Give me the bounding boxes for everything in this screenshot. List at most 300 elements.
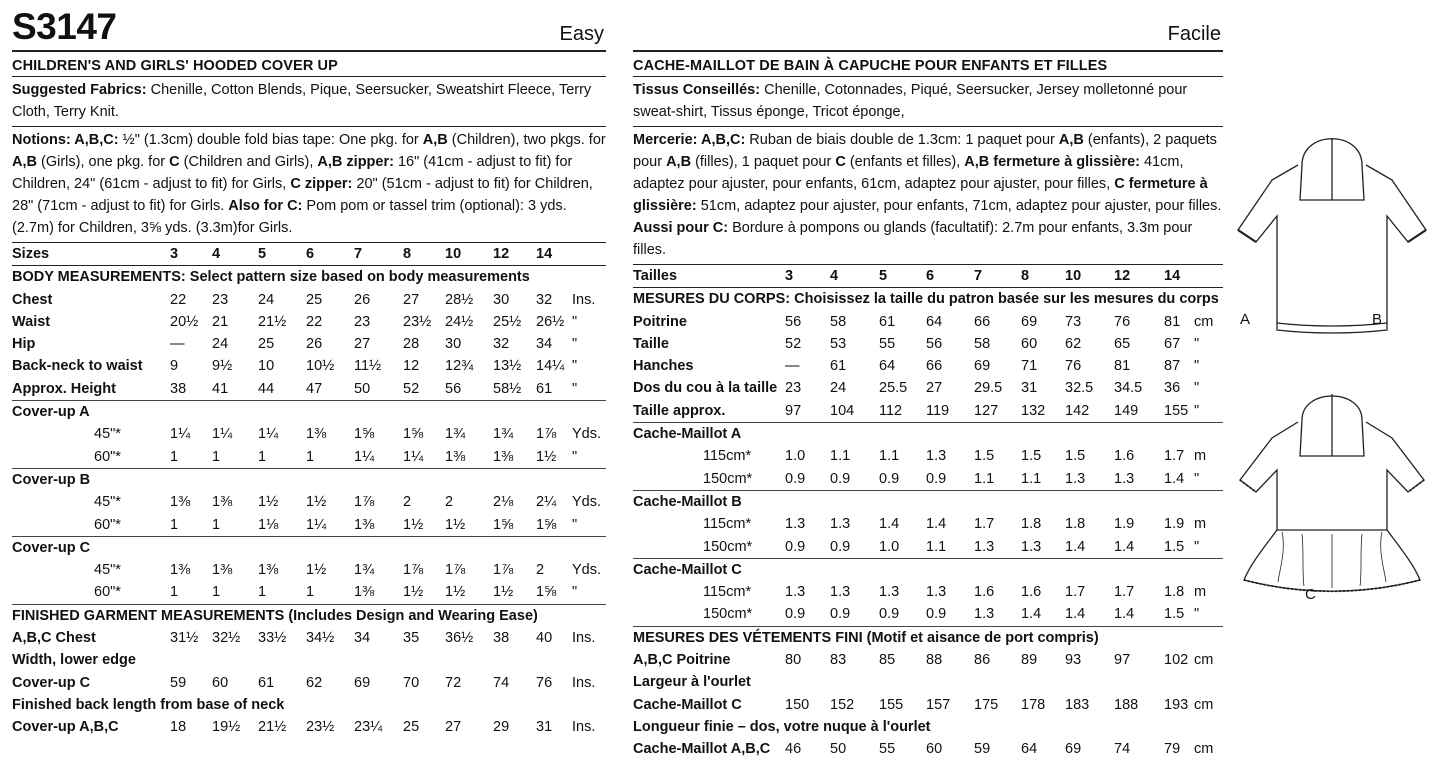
cell-value: 1.3 <box>926 448 947 465</box>
cell-value: 23¼ <box>354 719 383 736</box>
cell-value: 112 <box>879 402 903 419</box>
cell-value: 1⅞ <box>403 562 424 579</box>
cell-value: — <box>170 336 185 353</box>
cell-value: 52 <box>785 335 802 352</box>
body-row-label: Taille approx. <box>633 402 726 419</box>
view-label: Cache-Maillot B <box>633 493 742 510</box>
cell-value: 25.5 <box>879 380 908 397</box>
cell-value: 102 <box>1164 652 1189 669</box>
difficulty-level-fr: Facile <box>1167 23 1221 45</box>
body-row-label: Waist <box>12 313 51 330</box>
table-row <box>12 446 606 468</box>
body-row-label: Back-neck to waist <box>12 358 143 375</box>
cell-value: 69 <box>354 674 371 691</box>
cell-value: 1 <box>170 448 179 465</box>
size-header: 7 <box>354 246 363 262</box>
unit: " <box>572 448 578 465</box>
cell-value: 1¼ <box>354 448 375 465</box>
cell-value: 1⅝ <box>493 516 514 533</box>
table-row <box>633 491 1223 513</box>
cell-value: 23 <box>212 291 229 308</box>
cell-value: 26½ <box>536 313 565 330</box>
cell-value: 1½ <box>306 494 327 511</box>
cell-value: 60 <box>926 741 943 758</box>
cell-value: 104 <box>830 402 855 419</box>
cell-value: 30 <box>445 336 462 353</box>
cell-value: 47 <box>306 380 323 397</box>
table-row <box>633 559 1223 581</box>
cell-value: 83 <box>830 652 847 669</box>
finished-row-label: Cache-Maillot A,B,C <box>633 741 771 758</box>
cell-value: 70 <box>403 674 420 691</box>
cell-value: 73 <box>1065 313 1082 330</box>
cell-value: 61 <box>830 358 847 375</box>
cell-value: 1¾ <box>493 426 514 443</box>
cell-value: 1.7 <box>1065 584 1086 601</box>
cell-value: 50 <box>830 741 847 758</box>
cell-value: 1.8 <box>1021 516 1042 533</box>
table-row <box>633 265 1223 287</box>
view-label: Cover-up C <box>12 539 91 556</box>
cell-value: 1.1 <box>926 538 947 555</box>
unit: " <box>1194 538 1200 555</box>
size-header: 5 <box>258 246 267 262</box>
cell-value: 56 <box>785 313 802 330</box>
body-row-label: Hanches <box>633 358 694 375</box>
table-row <box>633 581 1223 603</box>
cell-value: 1½ <box>258 494 279 511</box>
cell-value: 85 <box>879 652 896 669</box>
body-row-label: Dos du cou à la taille <box>633 380 778 397</box>
size-header: 3 <box>785 268 794 284</box>
table-row <box>12 537 606 559</box>
cell-value: 33½ <box>258 630 287 647</box>
unit: Ins. <box>572 719 596 736</box>
unit: " <box>1194 606 1200 623</box>
cell-value: 155 <box>1164 402 1189 419</box>
cell-value: 1½ <box>445 516 466 533</box>
cell-value: 1½ <box>306 562 327 579</box>
cell-value: 1⅞ <box>493 562 514 579</box>
cell-value: 58 <box>830 313 847 330</box>
size-header: 3 <box>170 246 179 262</box>
cell-value: 2 <box>536 562 545 579</box>
cell-value: 56 <box>445 380 462 397</box>
cell-value: 66 <box>974 313 991 330</box>
cell-value: 1 <box>212 448 221 465</box>
cell-value: 79 <box>1164 741 1181 758</box>
difficulty-level: Easy <box>559 23 604 45</box>
cell-value: 23½ <box>306 719 335 736</box>
cell-value: 56 <box>926 335 943 352</box>
cell-value: 18 <box>170 719 187 736</box>
cell-value: 152 <box>830 696 855 713</box>
cell-value: 1¼ <box>170 426 191 443</box>
fabric-width: 45"* <box>94 494 121 511</box>
cell-value: 2 <box>445 494 454 511</box>
table-row <box>12 627 606 649</box>
cell-value: 1 <box>170 584 179 601</box>
cell-value: 74 <box>493 674 510 691</box>
cell-value: 86 <box>974 652 991 669</box>
cell-value: 1⅞ <box>354 494 375 511</box>
cell-value: 1½ <box>445 584 466 601</box>
finished-title: FINISHED GARMENT MEASUREMENTS (Includes Design and Wearing Ease) <box>12 607 538 624</box>
cell-value: 80 <box>785 652 802 669</box>
size-header: 10 <box>1065 268 1082 284</box>
cell-value: 55 <box>879 335 896 352</box>
unit: Ins. <box>572 630 596 647</box>
cell-value: 1.5 <box>1164 538 1185 555</box>
fabric-width: 60"* <box>94 584 121 601</box>
table-row <box>633 445 1223 467</box>
cell-value: 1.9 <box>1114 516 1135 533</box>
cell-value: 61 <box>258 674 275 691</box>
cell-value: 61 <box>879 313 896 330</box>
cell-value: 65 <box>1114 335 1131 352</box>
cell-value: 88 <box>926 652 943 669</box>
cell-value: 1.3 <box>785 584 806 601</box>
cell-value: 1⅜ <box>354 584 375 601</box>
table-row <box>12 311 606 333</box>
notions-fr: Mercerie: A,B,C: Ruban de biais double de 1.3cm: 1 paquet pour A,B (enfants), 2 paquets pour A,B (filles), 1 paquet pour C (enfants et filles), A,B fermeture à glissière: 41cm, adaptez pour ajuster, pour enfants, 61cm, adaptez pour ajuster, pour filles, C fermeture à glissière: 51cm, adaptez pour ajuster, pour enfants, 71cm, adaptez pour ajuster, pour filles. Aussi pour C: Bordure à pompons ou glands (facultatif): 2.7m pour enfants, 3.3m pour filles. <box>633 132 1222 258</box>
cell-value: 142 <box>1065 402 1090 419</box>
table-row <box>12 605 606 627</box>
cell-value: 31½ <box>170 630 199 647</box>
fabric-width: 150cm* <box>703 470 753 487</box>
cell-value: 1.7 <box>1164 448 1185 465</box>
sizes-label: Sizes <box>12 246 50 262</box>
fabric-width: 60"* <box>94 516 121 533</box>
cell-value: 0.9 <box>926 606 947 623</box>
fabric-width: 60"* <box>94 448 121 465</box>
table-row <box>12 581 606 603</box>
cell-value: 1.8 <box>1065 516 1086 533</box>
unit: Ins. <box>572 291 596 308</box>
table-row <box>633 536 1223 558</box>
header-fr <box>633 0 1223 50</box>
unit: " <box>572 336 578 353</box>
body-measurements-title: MESURES DU CORPS: Choisissez la taille du patron basée sur les mesures du corps <box>633 291 1219 308</box>
table-row <box>633 694 1223 716</box>
finished-row-label: Cover-up A,B,C <box>12 719 119 736</box>
cell-value: 1⅜ <box>445 448 466 465</box>
cell-value: 1 <box>212 584 221 601</box>
cell-value: — <box>785 358 800 375</box>
cell-value: 1⅜ <box>212 562 233 579</box>
cell-value: 1.3 <box>830 584 851 601</box>
cell-value: 74 <box>1114 741 1131 758</box>
cell-value: 1⅞ <box>536 426 557 443</box>
cell-value: 12 <box>403 358 420 375</box>
unit: Ins. <box>572 674 596 691</box>
fabric-width: 115cm* <box>703 516 752 533</box>
suggested-fabrics <box>12 77 606 126</box>
cell-value: 32½ <box>212 630 241 647</box>
view-label: Cache-Maillot A <box>633 426 742 443</box>
english-column <box>12 0 606 739</box>
size-header: 6 <box>306 246 315 262</box>
cell-value: 1.3 <box>926 584 947 601</box>
cell-value: 10½ <box>306 358 335 375</box>
cell-value: 89 <box>1021 652 1038 669</box>
unit: m <box>1194 584 1207 601</box>
measurement-table <box>12 243 606 739</box>
unit: cm <box>1194 652 1214 669</box>
table-row <box>633 311 1223 333</box>
cell-value: 1.3 <box>1021 538 1042 555</box>
cell-value: 50 <box>354 380 371 397</box>
size-header: 6 <box>926 268 935 284</box>
cell-value: 9 <box>170 358 179 375</box>
cell-value: 27 <box>354 336 371 353</box>
cell-value: 1.4 <box>1164 470 1185 487</box>
cell-value: 183 <box>1065 696 1090 713</box>
cell-value: 1¾ <box>354 562 375 579</box>
cell-value: 36½ <box>445 630 474 647</box>
size-header: 7 <box>974 268 983 284</box>
cell-value: 69 <box>1021 313 1038 330</box>
size-header: 14 <box>536 246 553 262</box>
unit: " <box>572 380 578 397</box>
cell-value: 0.9 <box>830 606 851 623</box>
cell-value: 52 <box>403 380 420 397</box>
cell-value: 1⅜ <box>170 494 191 511</box>
cell-value: 1⅜ <box>306 426 327 443</box>
cell-value: 1⅛ <box>258 516 279 533</box>
finished-row-label: A,B,C Poitrine <box>633 652 731 669</box>
table-row <box>633 716 1223 738</box>
unit: cm <box>1194 696 1214 713</box>
unit: cm <box>1194 741 1214 758</box>
cell-value: 26 <box>306 336 323 353</box>
cell-value: 1 <box>170 516 179 533</box>
cell-value: 1⅜ <box>170 562 191 579</box>
cell-value: 1 <box>212 516 221 533</box>
view-label-c: C <box>1305 586 1316 603</box>
table-row <box>12 423 606 445</box>
table-row <box>633 400 1223 422</box>
cell-value: 69 <box>1065 741 1082 758</box>
cell-value: 32 <box>536 291 553 308</box>
cell-value: 59 <box>170 674 187 691</box>
cell-value: 1½ <box>493 584 514 601</box>
cell-value: 1.1 <box>879 448 900 465</box>
finished-row-label: Width, lower edge <box>12 652 136 669</box>
size-header: 5 <box>879 268 888 284</box>
cell-value: 97 <box>1114 652 1131 669</box>
cell-value: 0.9 <box>830 470 851 487</box>
cell-value: 24 <box>258 291 275 308</box>
body-row-label: Approx. Height <box>12 380 116 397</box>
body-row-label: Chest <box>12 291 53 308</box>
pattern-title-fr: CACHE-MAILLOT DE BAIN À CAPUCHE POUR ENFANTS ET FILLES <box>633 58 1108 74</box>
sizes-label: Tailles <box>633 268 678 284</box>
cell-value: 20½ <box>170 313 199 330</box>
size-header: 4 <box>212 246 221 262</box>
cell-value: 35 <box>403 630 420 647</box>
table-row <box>12 266 606 288</box>
view-label-a: A <box>1240 311 1251 328</box>
cell-value: 132 <box>1021 402 1046 419</box>
unit: " <box>1194 402 1200 419</box>
fabrics-label: Suggested Fabrics: <box>12 82 147 98</box>
fabric-width: 115cm* <box>703 584 752 601</box>
cell-value: 0.9 <box>830 538 851 555</box>
cell-value: 1.7 <box>1114 584 1135 601</box>
unit: " <box>1194 358 1200 375</box>
unit: " <box>572 516 578 533</box>
cell-value: 12¾ <box>445 358 474 375</box>
cell-value: 34 <box>354 630 371 647</box>
cell-value: 71 <box>1021 358 1038 375</box>
body-row-label: Poitrine <box>633 313 687 330</box>
table-row <box>12 289 606 311</box>
cell-value: 1 <box>258 584 267 601</box>
unit: " <box>572 313 578 330</box>
cell-value: 21½ <box>258 313 287 330</box>
cell-value: 44 <box>258 380 275 397</box>
cell-value: 64 <box>879 358 896 375</box>
table-row <box>12 559 606 581</box>
fabrics-text-fr: Chenille, Cotonnades, Piqué, Seersucker, Jersey molletonné pour sweat-shirt, Tissus éponge, Tricot éponge, <box>633 82 1188 120</box>
cell-value: 60 <box>212 674 229 691</box>
cell-value: 1⅜ <box>354 516 375 533</box>
cell-value: 1.3 <box>974 538 995 555</box>
cell-value: 72 <box>445 674 462 691</box>
cell-value: 1⅜ <box>212 494 233 511</box>
cell-value: 62 <box>306 674 323 691</box>
cell-value: 2 <box>403 494 412 511</box>
cell-value: 27 <box>445 719 462 736</box>
cell-value: 1.1 <box>830 448 851 465</box>
cell-value: 2¼ <box>536 494 557 511</box>
cell-value: 14¼ <box>536 358 565 375</box>
cell-value: 97 <box>785 402 802 419</box>
cell-value: 1⅝ <box>536 584 557 601</box>
unit: cm <box>1194 313 1214 330</box>
cell-value: 11½ <box>354 358 382 375</box>
hooded-top-drawing <box>1232 120 1432 600</box>
cell-value: 1.4 <box>1114 538 1135 555</box>
fabric-width: 45"* <box>94 426 121 443</box>
fabric-width: 115cm* <box>703 448 752 465</box>
finished-row-label: Cache-Maillot C <box>633 696 742 713</box>
cell-value: 0.9 <box>926 470 947 487</box>
finished-row-label: A,B,C Chest <box>12 630 96 647</box>
unit: Yds. <box>572 426 602 443</box>
body-row-label: Hip <box>12 336 36 353</box>
table-row <box>633 355 1223 377</box>
cell-value: 175 <box>974 696 999 713</box>
cell-value: 59 <box>974 741 991 758</box>
cell-value: 2⅛ <box>493 494 514 511</box>
cell-value: 40 <box>536 630 553 647</box>
cell-value: 1.4 <box>1114 606 1135 623</box>
cell-value: 46 <box>785 741 802 758</box>
cell-value: 1.4 <box>1065 538 1086 555</box>
cell-value: 81 <box>1114 358 1131 375</box>
cell-value: 1.9 <box>1164 516 1185 533</box>
cell-value: 76 <box>1114 313 1131 330</box>
cell-value: 1.7 <box>974 516 995 533</box>
table-row <box>12 716 606 738</box>
cell-value: 193 <box>1164 696 1189 713</box>
cell-value: 1.0 <box>879 538 900 555</box>
cell-value: 76 <box>1065 358 1082 375</box>
cell-value: 64 <box>926 313 943 330</box>
cell-value: 188 <box>1114 696 1139 713</box>
cell-value: 1.6 <box>1021 584 1042 601</box>
table-row <box>12 243 606 265</box>
cell-value: 1.3 <box>974 606 995 623</box>
cell-value: 149 <box>1114 402 1139 419</box>
cell-value: 38 <box>493 630 510 647</box>
table-row <box>12 469 606 491</box>
cell-value: 1.6 <box>1114 448 1135 465</box>
table-row <box>633 288 1223 310</box>
notions: Notions: A,B,C: ½" (1.3cm) double fold bias tape: One pkg. for A,B (Children), two pkgs. for A,B (Girls), one pkg. for C (Children and Girls), A,B zipper: 16" (41cm - adjust to fit) for Children, 24" (61cm - adjust to fit) for Girls, C zipper: 20" (51cm - adjust to fit) for Children, 28" (71cm - adjust to fit) for Girls. Also for C: Pom pom or tassel trim (optional): 3 yds. (2.7m) for Children, 3⅝ yds. (3.3m)for Girls. <box>12 132 606 236</box>
cell-value: 69 <box>974 358 991 375</box>
cell-value: 25 <box>403 719 420 736</box>
table-row <box>12 694 606 716</box>
unit: " <box>572 358 578 375</box>
unit: m <box>1194 448 1207 465</box>
cell-value: 23½ <box>403 313 432 330</box>
table-row <box>12 378 606 400</box>
cell-value: 1.4 <box>1065 606 1086 623</box>
header <box>12 0 606 50</box>
cell-value: 1.3 <box>830 516 851 533</box>
finished-row-label: Longueur finie – dos, votre nuque à l'ourlet <box>633 718 931 735</box>
cell-value: 150 <box>785 696 810 713</box>
cell-value: 1⅝ <box>354 426 375 443</box>
cell-value: 1 <box>258 448 267 465</box>
size-header: 8 <box>1021 268 1030 284</box>
cell-value: 34 <box>536 336 553 353</box>
cell-value: 157 <box>926 696 951 713</box>
cell-value: 34.5 <box>1114 380 1143 397</box>
cell-value: 21½ <box>258 719 287 736</box>
cell-value: 0.9 <box>879 606 900 623</box>
cell-value: 31 <box>536 719 553 736</box>
cell-value: 62 <box>1065 335 1082 352</box>
cell-value: 60 <box>1021 335 1038 352</box>
suggested-fabrics-fr <box>633 77 1223 126</box>
cell-value: 1.3 <box>785 516 806 533</box>
view-label: Cover-up A <box>12 404 90 421</box>
cell-value: 38 <box>170 380 187 397</box>
cell-value: 1.4 <box>879 516 900 533</box>
cell-value: 23 <box>785 380 802 397</box>
cell-value: 1⅞ <box>445 562 466 579</box>
cell-value: 178 <box>1021 696 1046 713</box>
cell-value: 22 <box>306 313 323 330</box>
table-row <box>12 672 606 694</box>
view-label-b: B <box>1372 311 1383 328</box>
cell-value: 1½ <box>536 448 557 465</box>
cell-value: 21 <box>212 313 229 330</box>
cell-value: 81 <box>1164 313 1181 330</box>
cell-value: 58 <box>974 335 991 352</box>
cell-value: 0.9 <box>879 470 900 487</box>
cell-value: 1½ <box>403 516 424 533</box>
cell-value: 64 <box>1021 741 1038 758</box>
pattern-title: CHILDREN'S AND GIRLS' HOODED COVER UP <box>12 58 338 74</box>
cell-value: 1.5 <box>1021 448 1042 465</box>
cell-value: 22 <box>170 291 187 308</box>
unit: Yds. <box>572 494 602 511</box>
